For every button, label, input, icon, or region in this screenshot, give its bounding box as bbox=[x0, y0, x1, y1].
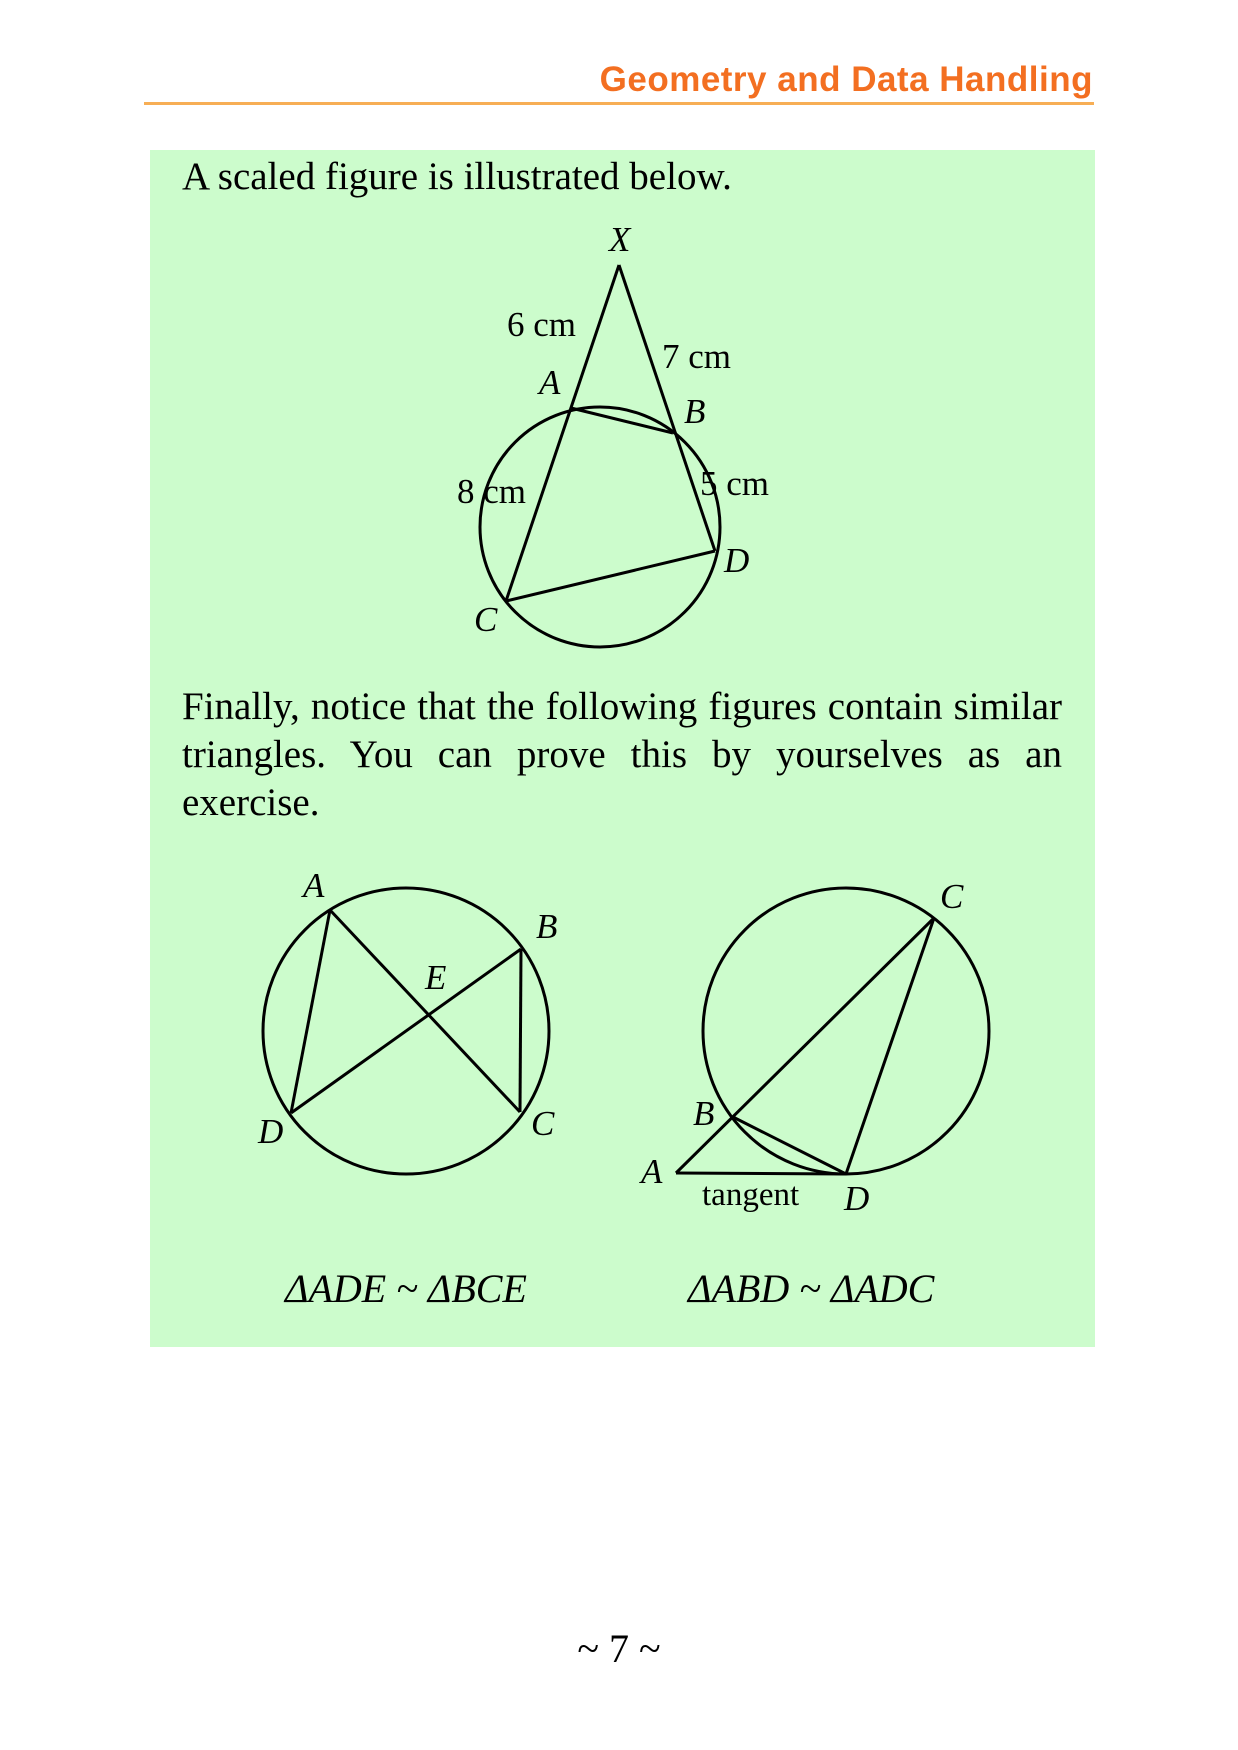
label-tangent: tangent bbox=[702, 1177, 800, 1213]
label-a: A bbox=[641, 1152, 663, 1191]
measure-xa: 6 cm bbox=[507, 305, 577, 344]
label-c: C bbox=[474, 600, 498, 639]
intro-paragraph: A scaled figure is illustrated below. bbox=[182, 155, 732, 198]
tangent-ad bbox=[676, 1173, 846, 1174]
label-d: D bbox=[724, 541, 750, 580]
measure-bd: 5 cm bbox=[700, 464, 770, 503]
header-title: Geometry and Data Handling bbox=[599, 60, 1093, 99]
label-b: B bbox=[684, 392, 706, 431]
figure3-circle bbox=[703, 888, 989, 1174]
measure-xb: 7 cm bbox=[662, 337, 732, 376]
label-b: B bbox=[693, 1094, 715, 1133]
similarity-statement-2: ΔABD ~ ΔADC bbox=[688, 1266, 935, 1311]
note-paragraph: Finally, notice that the following figures contain similar triangles. You can prove this by yourselves as an exercise. bbox=[182, 685, 1062, 824]
label-a: A bbox=[303, 866, 325, 905]
label-d: D bbox=[258, 1112, 284, 1151]
label-b: B bbox=[536, 907, 558, 946]
label-c: C bbox=[940, 877, 964, 916]
label-a: A bbox=[539, 363, 561, 402]
measure-ac: 8 cm bbox=[457, 472, 527, 511]
page-number: ~ 7 ~ bbox=[577, 1626, 661, 1671]
secant-ac bbox=[676, 918, 934, 1173]
label-e: E bbox=[425, 958, 447, 997]
label-x: X bbox=[609, 220, 631, 259]
similarity-statement-1: ΔADE ~ ΔBCE bbox=[285, 1266, 527, 1311]
chord-bd bbox=[733, 1117, 846, 1174]
label-d: D bbox=[844, 1179, 870, 1218]
chord-cd bbox=[846, 918, 934, 1174]
label-c: C bbox=[531, 1104, 555, 1143]
